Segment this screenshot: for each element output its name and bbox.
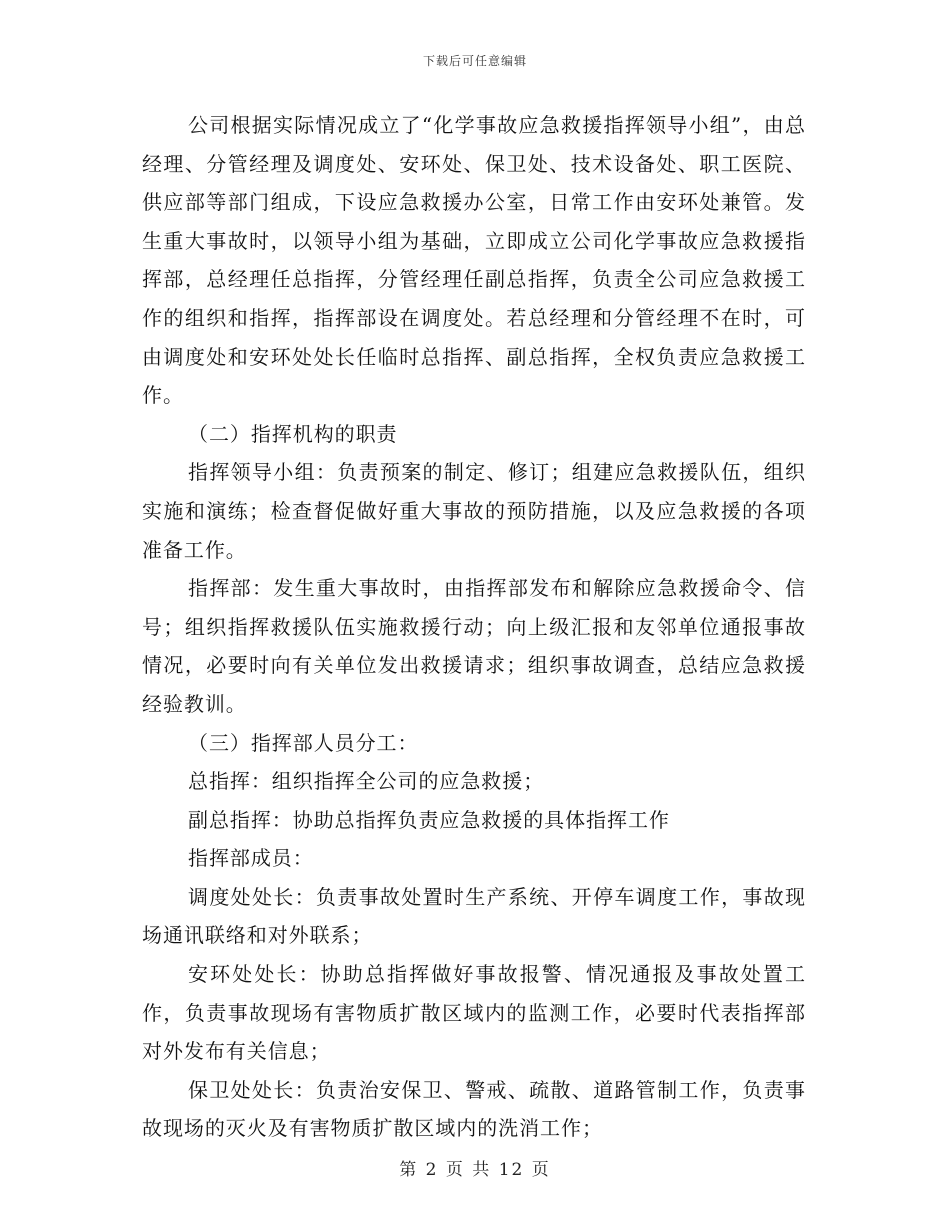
paragraph-safety-env-head: 安环处处长：协助总指挥做好事故报警、情况通报及事故处置工作，负责事故现场有害物质扩散区域内的监测工作，必要时代表指挥部对外发布有关信息； [142,962,806,1064]
paragraph-security-head: 保卫处处长：负责治安保卫、警戒、疏散、道路管制工作，负责事故现场的灭火及有害物质扩散区域内的洗消工作； [142,1077,806,1141]
paragraph-deputy-commander: 副总指挥：协助总指挥负责应急救援的具体指挥工作 [188,807,670,832]
paragraph-command-duties: 指挥部：发生重大事故时，由指挥部发布和解除应急救援命令、信号；组织指挥救援队伍实施救援行动；向上级汇报和友邻单位通报事故情况，必要时向有关单位发出救援请求；组织事故调查，总结应急救援经验教训。 [142,576,806,716]
section-heading-staff-division: （三）指挥部人员分工： [188,730,419,755]
paragraph-leadership-group: 公司根据实际情况成立了“化学事故应急救援指挥领导小组”，由总经理、分管经理及调度处、安环处、保卫处、技术设备处、职工医院、供应部等部门组成，下设应急救援办公室，日常工作由安环处兼管。发生重大事故时，以领导小组为基础，立即成立公司化学事故应急救援指挥部，总经理任总指挥，分管经理任副总指挥，负责全公司应急救援工作的组织和指挥，指挥部设在调度处。若总经理和分管经理不在时，可由调度处和安环处处长任临时总指挥、副总指挥，全权负责应急救援工作。 [142,113,806,408]
paragraph-dispatch-head: 调度处处长：负责事故处置时生产系统、开停车调度工作，事故现场通讯联络和对外联系； [142,884,806,948]
page-footer: 第 2 页 共 12 页 [399,1160,551,1180]
paragraph-leader-group-duties: 指挥领导小组：负责预案的制定、修订；组建应急救援队伍，组织实施和演练；检查督促做好重大事故的预防措施，以及应急救援的各项准备工作。 [142,460,806,562]
section-heading-duties: （二）指挥机构的职责 [188,421,398,446]
paragraph-chief-commander: 总指挥：组织指挥全公司的应急救援； [188,769,545,794]
page-header: 下载后可任意编辑 [422,54,527,68]
document-body [142,106,806,1148]
paragraph-members-heading: 指挥部成员： [188,846,314,871]
